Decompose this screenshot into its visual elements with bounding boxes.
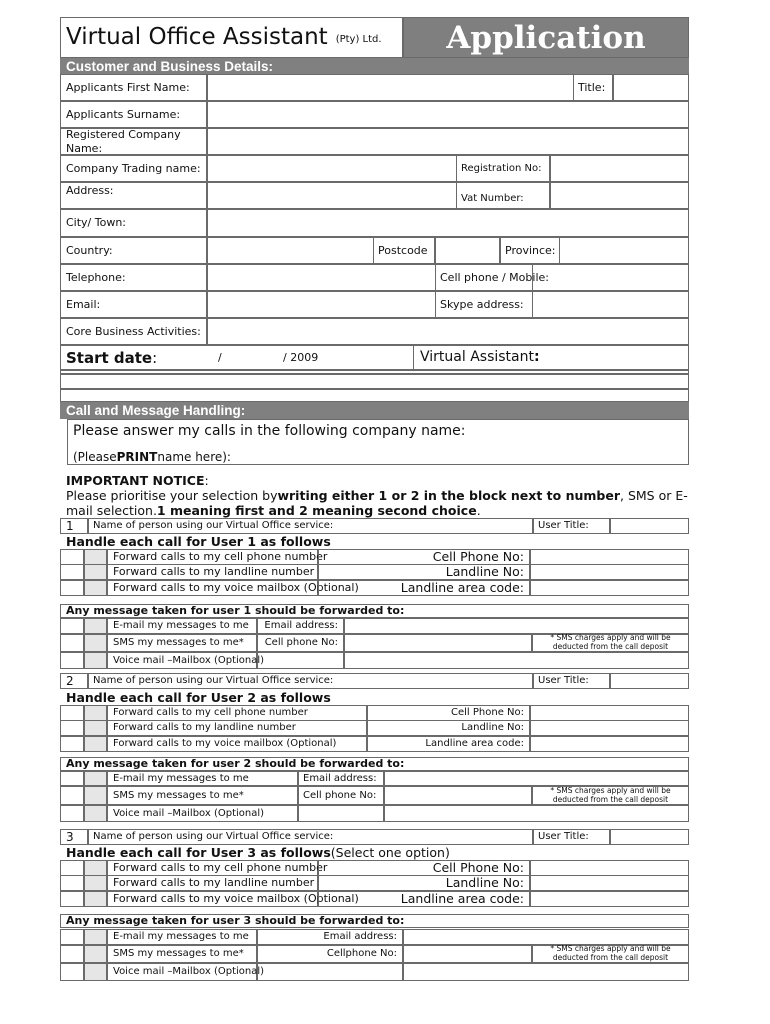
priority-field[interactable] xyxy=(60,705,84,721)
message-field-label: Cellphone No: xyxy=(326,948,397,959)
sms-note xyxy=(532,945,689,963)
message-field[interactable] xyxy=(384,771,689,786)
message-field[interactable] xyxy=(403,929,689,945)
user-title-field[interactable] xyxy=(610,673,689,689)
message-field-label: Email address: xyxy=(323,931,397,942)
option-checkbox[interactable] xyxy=(84,705,107,721)
message-field-label xyxy=(262,963,397,981)
forward-option-label: Forward calls to my voice mailbox (Optional) xyxy=(113,892,359,906)
option-checkbox[interactable] xyxy=(84,875,107,891)
notice-part: , SMS or E- xyxy=(620,487,688,503)
forward-field-label: Cell Phone No: xyxy=(451,706,524,718)
sms-note-line: deducted from the call deposit xyxy=(552,642,669,651)
notice-line-1 xyxy=(66,487,686,503)
forward-option-label: Forward calls to my voice mailbox (Optional) xyxy=(113,581,359,595)
message-option-label: SMS my messages to me* xyxy=(113,637,244,648)
blank-row[interactable] xyxy=(60,389,689,402)
user-title-field[interactable] xyxy=(610,518,689,534)
handle-heading xyxy=(66,690,666,705)
user-number: 2 xyxy=(66,673,74,688)
application-title: Application xyxy=(403,17,689,58)
registered-company-field[interactable] xyxy=(207,128,689,155)
message-option-label: SMS my messages to me* xyxy=(113,948,244,959)
registration-no-field[interactable] xyxy=(550,155,689,182)
option-checkbox[interactable] xyxy=(84,805,107,822)
option-checkbox[interactable] xyxy=(84,549,107,565)
forward-number-field[interactable] xyxy=(530,705,689,721)
city-label: City/ Town: xyxy=(66,216,127,230)
forward-field-label: Landline No: xyxy=(445,564,524,580)
handle-heading-text: Handle each call for User 2 as follows xyxy=(66,690,331,705)
sms-note xyxy=(532,634,689,652)
registered-company-label: Registered Company Name: xyxy=(66,128,181,155)
print-bold: PRINT xyxy=(116,449,158,464)
forward-field-label: Landline area code: xyxy=(400,580,524,596)
postcode-label: Postcode xyxy=(378,243,428,257)
vat-number-label: Vat Number: xyxy=(461,192,524,204)
message-field[interactable] xyxy=(344,618,689,634)
priority-field[interactable] xyxy=(60,652,84,669)
option-checkbox[interactable] xyxy=(84,963,107,981)
country-label: Country: xyxy=(66,243,113,257)
sms-note-line: deducted from the call deposit xyxy=(552,953,669,962)
handle-heading xyxy=(66,845,666,860)
sms-note xyxy=(532,786,689,805)
message-option-label: E-mail my messages to me xyxy=(113,772,249,784)
message-field-label: Cell phone No: xyxy=(264,637,338,648)
forward-field-label: Landline No: xyxy=(445,875,524,891)
forward-field-label: Cell Phone No: xyxy=(432,860,524,876)
priority-field[interactable] xyxy=(60,720,84,736)
option-checkbox[interactable] xyxy=(84,736,107,752)
priority-field[interactable] xyxy=(60,736,84,752)
message-field-label: Cell phone No: xyxy=(303,789,377,801)
city-field[interactable] xyxy=(207,209,689,237)
priority-field[interactable] xyxy=(60,875,84,891)
sms-note-line: * SMS charges apply and will be xyxy=(550,944,671,954)
print-name-label xyxy=(73,449,473,465)
message-heading: Any message taken for user 2 should be forwarded to: xyxy=(66,757,405,771)
user-name-label: Name of person using our Virtual Office service: xyxy=(93,831,334,842)
priority-field[interactable] xyxy=(60,860,84,876)
message-heading: Any message taken for user 3 should be forwarded to: xyxy=(66,914,405,928)
user-title-label: User Title: xyxy=(538,675,589,686)
section-customer-heading: Customer and Business Details: xyxy=(60,58,689,74)
handle-heading xyxy=(66,534,666,549)
user-name-label: Name of person using our Virtual Office service: xyxy=(93,675,334,686)
sms-note-line: deducted from the call deposit xyxy=(552,794,669,804)
message-number-field[interactable] xyxy=(344,634,532,652)
user-number: 1 xyxy=(66,518,74,533)
user-title-label: User Title: xyxy=(538,831,589,842)
notice-title-text: IMPORTANT NOTICE xyxy=(66,472,205,488)
notice-part: Please prioritise your selection by xyxy=(66,487,278,503)
company-name-text: Virtual Office Assistant xyxy=(66,23,328,50)
address-label: Address: xyxy=(66,184,114,197)
priority-field[interactable] xyxy=(60,549,84,565)
priority-field[interactable] xyxy=(60,891,84,907)
priority-field[interactable] xyxy=(60,771,84,786)
message-field-label: Email address: xyxy=(303,772,377,784)
forward-option-label: Forward calls to my cell phone number xyxy=(113,861,328,875)
priority-field[interactable] xyxy=(60,786,84,805)
user-title-field[interactable] xyxy=(610,829,689,845)
sms-note-line: * SMS charges apply and will be xyxy=(550,633,671,643)
notice-part-bold: writing either 1 or 2 in the block next to number xyxy=(277,487,620,503)
message-option-label: Voice mail –Mailbox (Optional) xyxy=(113,807,265,819)
priority-field[interactable] xyxy=(60,580,84,596)
user-name-label: Name of person using our Virtual Office service: xyxy=(93,520,334,531)
message-field[interactable] xyxy=(344,652,689,669)
skype-label: Skype address: xyxy=(440,297,524,311)
virtual-assistant-colon: : xyxy=(533,349,540,366)
message-option-label: E-mail my messages to me xyxy=(113,620,249,631)
notice-part-bold: 1 meaning first and 2 meaning second choice xyxy=(156,502,477,518)
notice-part: mail selection. xyxy=(66,502,157,518)
forward-number-field[interactable] xyxy=(530,891,689,907)
forward-option-label: Forward calls to my landline number xyxy=(113,876,315,890)
first-name-label: Applicants First Name: xyxy=(66,80,190,94)
sms-note-line: * SMS charges apply and will be xyxy=(550,785,671,795)
blank-row[interactable] xyxy=(60,374,689,389)
priority-field[interactable] xyxy=(60,945,84,963)
registration-no-label: Registration No: xyxy=(461,162,542,174)
telephone-label: Telephone: xyxy=(66,270,126,284)
priority-field[interactable] xyxy=(60,634,84,652)
virtual-assistant-text: Virtual Assistant xyxy=(420,349,534,366)
forward-number-field[interactable] xyxy=(530,580,689,596)
start-year: / 2009 xyxy=(283,350,319,364)
handle-heading-text: Handle each call for User 1 as follows xyxy=(66,534,331,549)
user-title-label: User Title: xyxy=(538,520,589,531)
priority-field[interactable] xyxy=(60,963,84,981)
message-field-label xyxy=(262,652,338,669)
option-checkbox[interactable] xyxy=(84,580,107,596)
company-name xyxy=(66,17,403,58)
title-label: Title: xyxy=(578,80,606,94)
company-suffix: (Pty) Ltd. xyxy=(335,34,382,45)
option-checkbox[interactable] xyxy=(84,720,107,736)
title-field[interactable] xyxy=(613,74,689,101)
notice-part: . xyxy=(476,502,481,518)
message-number-field[interactable] xyxy=(403,945,532,963)
option-checkbox[interactable] xyxy=(84,564,107,580)
postcode-field[interactable] xyxy=(435,237,500,264)
print-suffix: name here): xyxy=(157,449,231,464)
message-option-label: SMS my messages to me* xyxy=(113,789,244,801)
forward-field-label: Landline area code: xyxy=(400,891,524,907)
vat-number-field[interactable] xyxy=(550,182,689,209)
forward-number-field[interactable] xyxy=(530,549,689,565)
option-checkbox[interactable] xyxy=(84,945,107,963)
message-field[interactable] xyxy=(403,963,689,981)
core-business-label: Core Business Activities: xyxy=(66,324,201,338)
surname-label: Applicants Surname: xyxy=(66,107,181,121)
option-checkbox[interactable] xyxy=(84,929,107,945)
option-checkbox[interactable] xyxy=(84,860,107,876)
message-field-label xyxy=(303,805,378,822)
forward-number-field[interactable] xyxy=(530,736,689,752)
handle-note: (Select one option) xyxy=(330,845,450,860)
forward-option-label: Forward calls to my voice mailbox (Optional) xyxy=(113,737,337,749)
message-field-label: Email address: xyxy=(264,620,338,631)
priority-field[interactable] xyxy=(60,805,84,822)
priority-field[interactable] xyxy=(60,564,84,580)
option-checkbox[interactable] xyxy=(84,891,107,907)
answer-prompt: Please answer my calls in the following company name: xyxy=(73,422,466,439)
print-prefix: (Please xyxy=(73,449,117,464)
forward-option-label: Forward calls to my landline number xyxy=(113,565,315,579)
message-heading: Any message taken for user 1 should be forwarded to: xyxy=(66,604,405,618)
option-checkbox[interactable] xyxy=(84,771,107,786)
option-checkbox[interactable] xyxy=(84,634,107,652)
message-option-label: Voice mail –Mailbox (Optional) xyxy=(113,966,265,977)
forward-number-field[interactable] xyxy=(530,720,689,736)
forward-option-label: Forward calls to my cell phone number xyxy=(113,550,328,564)
section-calls-heading: Call and Message Handling: xyxy=(60,402,689,419)
notice-line-2 xyxy=(66,502,686,518)
surname-field[interactable] xyxy=(207,101,689,128)
core-business-field[interactable] xyxy=(207,318,689,345)
message-number-field[interactable] xyxy=(384,786,532,805)
forward-number-field[interactable] xyxy=(530,564,689,580)
forward-option-label: Forward calls to my landline number xyxy=(113,721,296,733)
start-date-label xyxy=(66,345,216,370)
message-option-label: Voice mail –Mailbox (Optional) xyxy=(113,654,265,666)
forward-field-label: Cell Phone No: xyxy=(432,549,524,565)
virtual-assistant-label xyxy=(420,345,680,370)
start-date-colon: : xyxy=(152,348,158,367)
start-date-text: Start date xyxy=(66,348,153,367)
forward-field-label: Landline No: xyxy=(461,721,524,733)
forward-number-field[interactable] xyxy=(530,860,689,876)
trading-name-label: Company Trading name: xyxy=(66,161,201,175)
forward-field-label: Landline area code: xyxy=(425,737,524,749)
handle-heading-text: Handle each call for User 3 as follows xyxy=(66,845,331,860)
date-separator: / xyxy=(218,350,222,364)
province-label: Province: xyxy=(505,243,556,257)
priority-field[interactable] xyxy=(60,618,84,634)
option-checkbox[interactable] xyxy=(84,652,107,669)
user-number: 3 xyxy=(66,829,74,844)
option-checkbox[interactable] xyxy=(84,786,107,805)
email-label: Email: xyxy=(66,297,101,311)
forward-option-label: Forward calls to my cell phone number xyxy=(113,706,308,718)
notice-title xyxy=(66,472,466,488)
cell-phone-label: Cell phone / Mobile: xyxy=(440,270,549,284)
option-checkbox[interactable] xyxy=(84,618,107,634)
message-field[interactable] xyxy=(384,805,689,822)
message-option-label: E-mail my messages to me xyxy=(113,931,249,942)
priority-field[interactable] xyxy=(60,929,84,945)
notice-colon: : xyxy=(204,472,209,488)
forward-number-field[interactable] xyxy=(530,875,689,891)
